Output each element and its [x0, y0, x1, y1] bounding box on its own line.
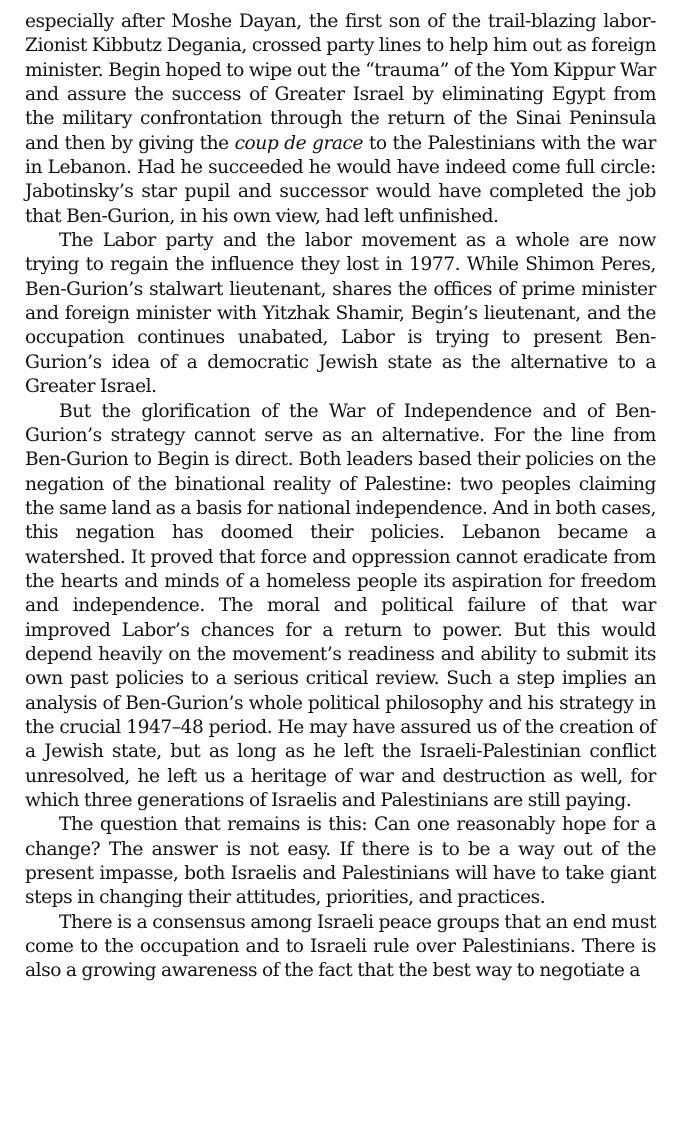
paragraph-1	[25, 10, 656, 229]
paragraph-3: But the glorification of the War of Independence and of Ben-Gurion’s strategy cannot serve as an alternative. For the line from Ben-Gurion to Begin is direct. Both leaders based their policies on the negation of the binational reality of Palestine: two peoples claiming the same land as a basis for national independence. And in both cases, this negation has doomed their policies. Lebanon became a watershed. It proved that force and oppression cannot eradicate from the hearts and minds of a homeless people its aspiration for freedom and independence. The moral and political failure of that war improved Labor’s chances for a return to power. But this would depend heavily on the movement’s readiness and ability to submit its own past policies to a serious critical review. Such a step implies an analysis of Ben-Gurion’s whole political philosophy and his strategy in the crucial 1947–48 period. He may have assured us of the creation of a Jewish state, but as long as he left the Israeli-Palestinian conflict unresolved, he left us a heritage of war and destruction as well, for which three generations of Israelis and Palestinians are still paying.	[25, 400, 656, 811]
paragraph-1-italic-phrase: coup de grace	[234, 132, 364, 154]
paragraph-1-text-end: to the Palestinians with the war in Lebanon. Had he succeeded he would have indeed come full circle: Jabotinsky’s star pupil and successor would have completed the job that Ben-Gurion, in his own view, had left unfinished.	[25, 132, 656, 227]
paragraph-2: The Labor party and the labor movement as a whole are now trying to regain the influence they lost in 1977. While Shimon Peres, Ben-Gurion’s stalwart lieutenant, shares the offices of prime minister and foreign minister with Yitzhak Shamir, Begin’s lieutenant, and the occupation continues unabated, Labor is trying to present Ben-Gurion’s idea of a democratic Jewish state as the alternative to a Greater Israel.	[25, 230, 656, 398]
paragraph-5: There is a consensus among Israeli peace groups that an end must come to the occupation and to Israeli rule over Palestinians. There is also a growing awareness of the fact that the best way to negotiate a	[25, 911, 656, 982]
paragraph-4: The question that remains is this: Can one reasonably hope for a change? The answer is not easy. If there is to be a way out of the present impasse, both Israelis and Palestinians will have to take giant steps in changing their attitudes, priorities, and practices.	[25, 814, 656, 909]
paragraph-1-text-start: especially after Moshe Dayan, the first son of the trail-blazing labor-Zionist Kibbutz Degania, crossed party lines to help him out as foreign minister. Begin hoped to wipe out the “trauma” of the Yom Kippur War and assure the success of Greater Israel by eliminating Egypt from the military confrontation through the return of the Sinai Peninsula and then by giving the	[25, 11, 656, 154]
